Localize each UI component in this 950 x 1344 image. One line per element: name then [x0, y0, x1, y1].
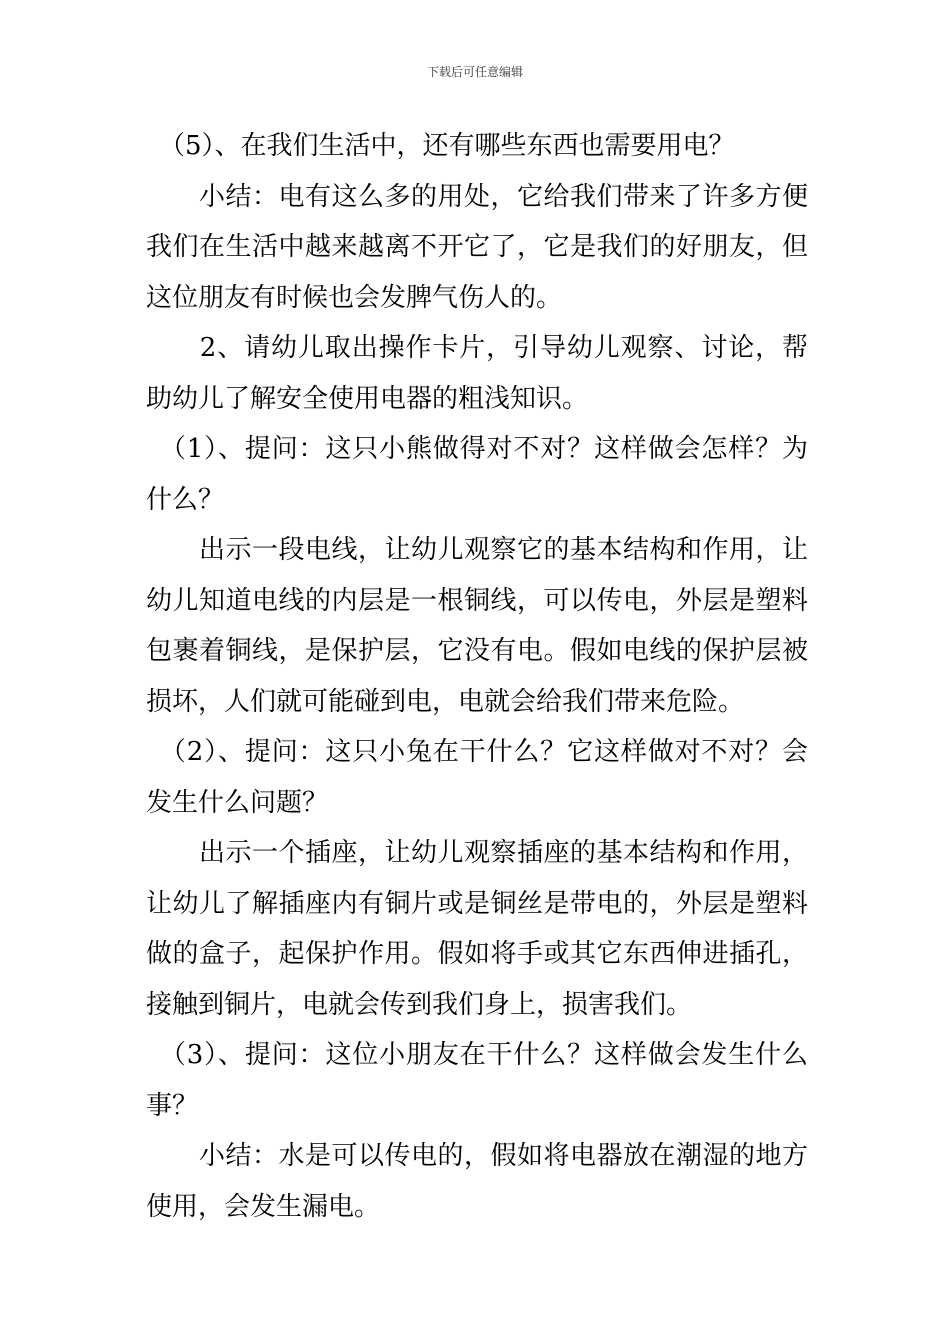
document-body [146, 121, 808, 1232]
paragraph-socket-structure: 出示一个插座，让幼儿观察插座的基本结构和作用，让幼儿了解插座内有铜片或是铜丝是带电的，外层是塑料做的盒子，起保护作用。假如将手或其它东西伸进插孔，接触到铜片，电就会传到我们身上，损害我们。 [146, 838, 808, 1020]
paragraph-question-1-bear: （1）、提问：这只小熊做得对不对？这样做会怎样？为什么？ [146, 434, 808, 515]
paragraph-question-2-rabbit: （2）、提问：这只小兔在干什么？它这样做对不对？会发生什么问题？ [146, 737, 808, 818]
paragraph-question-5: （5）、在我们生活中，还有哪些东西也需要用电？ [146, 131, 735, 161]
paragraph-summary-electricity-uses: 小结：电有这么多的用处，它给我们带来了许多方便我们在生活中越来越离不开它了，它是我们的好朋友，但这位朋友有时候也会发脾气伤人的。 [146, 181, 808, 313]
paragraph-summary-water: 小结：水是可以传电的，假如将电器放在潮湿的地方使用，会发生漏电。 [146, 1141, 808, 1222]
page-header: 下载后可任意编辑 [426, 65, 523, 79]
paragraph-question-3-child: （3）、提问：这位小朋友在干什么？这样做会发生什么事？ [146, 1040, 808, 1121]
paragraph-step-2-cards: 2、请幼儿取出操作卡片，引导幼儿观察、讨论，帮助幼儿了解安全使用电器的粗浅知识。 [146, 333, 808, 414]
paragraph-wire-structure: 出示一段电线，让幼儿观察它的基本结构和作用，让幼儿知道电线的内层是一根铜线，可以传电，外层是塑料包裹着铜线，是保护层，它没有电。假如电线的保护层被损坏，人们就可能碰到电，电就会给我们带来危险。 [146, 535, 808, 717]
